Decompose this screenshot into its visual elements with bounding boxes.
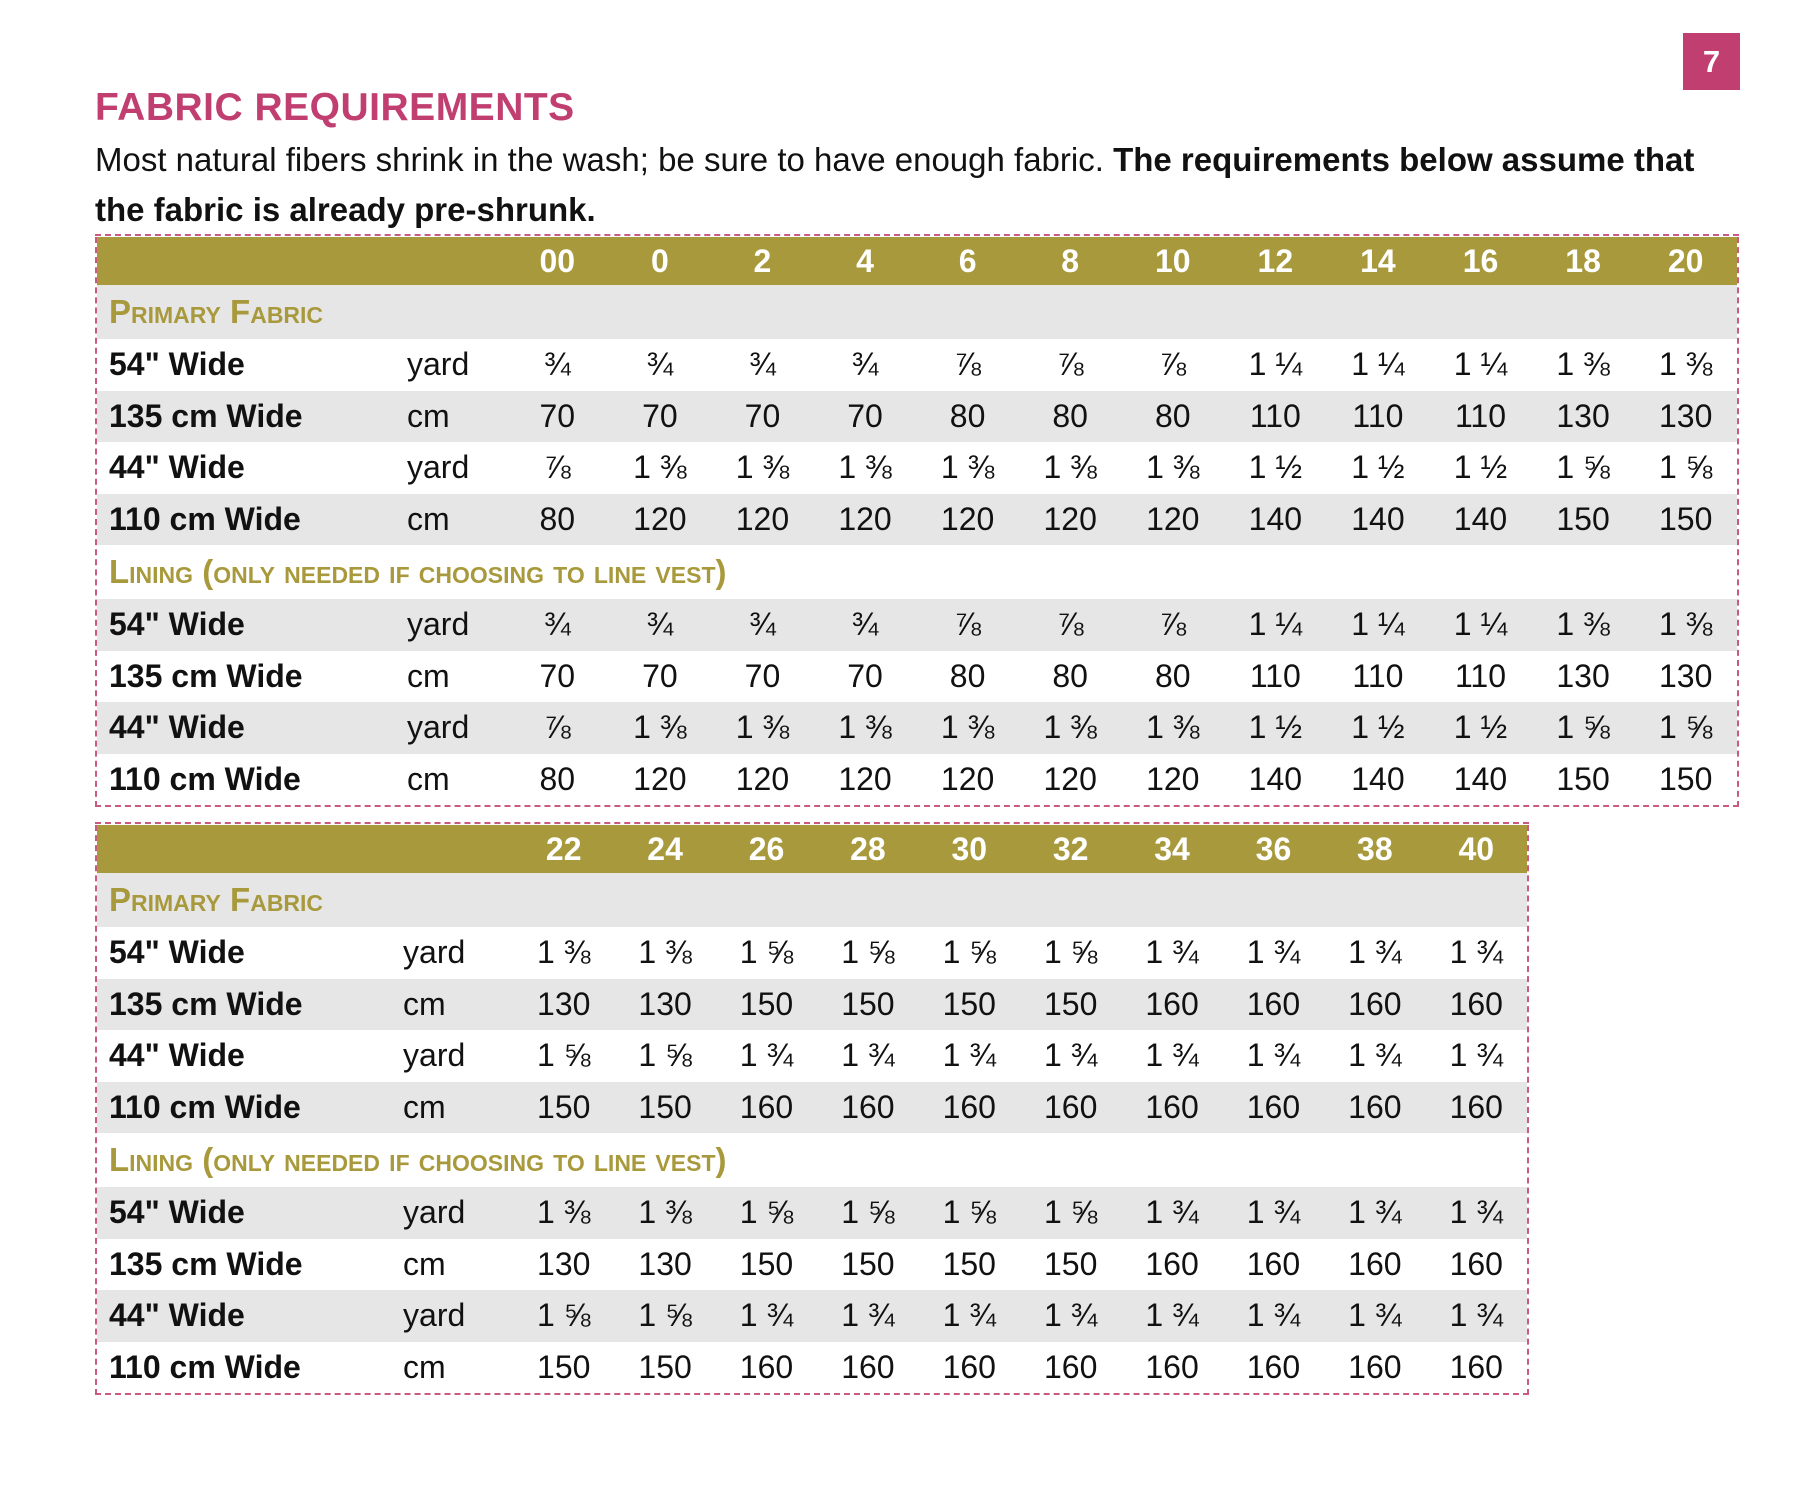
fabric-width-label: 44" Wide bbox=[97, 702, 407, 754]
amount-cell: 1 ¾ bbox=[1246, 1037, 1301, 1074]
amount-cell: 160 bbox=[1246, 1245, 1301, 1282]
amount-cell: 80 bbox=[1052, 657, 1088, 694]
amount-cell: 120 bbox=[838, 760, 892, 797]
amount-cell: 120 bbox=[609, 494, 712, 546]
amount-cell: 1 ¾ bbox=[1449, 934, 1503, 971]
section-title: Primary Fabric bbox=[97, 873, 1527, 927]
amount-cell: 150 bbox=[1556, 760, 1610, 797]
size-header-row bbox=[97, 237, 1737, 285]
amount-cell: 1 ¾ bbox=[1121, 1187, 1222, 1239]
section-title: Lining (only needed if choosing to line vest) bbox=[97, 1133, 1527, 1187]
table-row bbox=[97, 927, 1527, 979]
amount-cell: ⅞ bbox=[916, 599, 1019, 651]
size-header-cell: 00 bbox=[506, 237, 609, 285]
amount-cell: 1 ⅜ bbox=[711, 702, 814, 754]
fabric-width-label: 110 cm Wide bbox=[109, 1348, 301, 1385]
amount-cell: 120 bbox=[633, 760, 687, 797]
amount-cell: 1 ⅝ bbox=[1020, 1187, 1121, 1239]
amount-cell: 160 bbox=[1223, 1082, 1324, 1134]
unit-label: yard bbox=[407, 702, 506, 754]
amount-cell: 80 bbox=[506, 494, 609, 546]
table-row bbox=[97, 1187, 1527, 1239]
size-header-cell: 4 bbox=[814, 237, 917, 285]
size-header-cell: 0 bbox=[609, 237, 712, 285]
fabric-table-body bbox=[97, 237, 1737, 805]
page-title: FABRIC REQUIREMENTS bbox=[95, 86, 575, 129]
header-blank-cell bbox=[407, 237, 506, 285]
table-row bbox=[97, 702, 1737, 754]
amount-cell: ⅞ bbox=[1019, 599, 1122, 651]
amount-cell: 1 ⅜ bbox=[513, 1187, 614, 1239]
intro-bold-text: The requirements below assume that the fabric is already pre-shrunk. bbox=[95, 141, 1695, 228]
size-header-cell: 6 bbox=[916, 237, 1019, 285]
unit-label: yard bbox=[407, 599, 506, 651]
amount-cell: 1 ¼ bbox=[1224, 599, 1327, 651]
amount-cell: 1 ⅝ bbox=[817, 1187, 918, 1239]
amount-cell: 1 ⅜ bbox=[1043, 449, 1097, 486]
amount-cell: 1 ⅜ bbox=[638, 934, 692, 971]
amount-cell: 1 ⅝ bbox=[919, 1187, 1020, 1239]
fabric-width-label: 54" Wide bbox=[109, 346, 245, 383]
header-blank-cell bbox=[97, 825, 403, 873]
section-title: Lining (only needed if choosing to line vest) bbox=[97, 545, 1737, 599]
unit-label: cm bbox=[407, 391, 506, 443]
amount-cell: 130 bbox=[614, 979, 715, 1031]
amount-cell: 160 bbox=[841, 1348, 895, 1385]
amount-cell: 1 ¾ bbox=[1426, 1290, 1527, 1342]
amount-cell: 1 ¼ bbox=[1429, 599, 1532, 651]
amount-cell: 1 ¼ bbox=[1351, 346, 1405, 383]
unit-label: cm bbox=[407, 760, 450, 797]
fabric-width-label: 44" Wide bbox=[97, 1290, 403, 1342]
amount-cell: 160 bbox=[716, 1082, 817, 1134]
amount-cell: ¾ bbox=[814, 599, 917, 651]
amount-cell: ⅞ bbox=[1121, 599, 1224, 651]
amount-cell: 1 ⅜ bbox=[1634, 599, 1737, 651]
amount-cell: 150 bbox=[1532, 494, 1635, 546]
fabric-width-label: 44" Wide bbox=[109, 1037, 245, 1074]
fabric-width-label: 110 cm Wide bbox=[97, 1082, 403, 1134]
amount-cell: 1 ⅜ bbox=[1532, 599, 1635, 651]
amount-cell: 1 ⅜ bbox=[1121, 702, 1224, 754]
amount-cell: 120 bbox=[735, 760, 790, 797]
amount-cell: 1 ⅜ bbox=[1556, 346, 1610, 383]
amount-cell: 150 bbox=[614, 1082, 715, 1134]
amount-cell: 1 ⅝ bbox=[739, 934, 794, 971]
amount-cell: 1 ¾ bbox=[942, 1037, 996, 1074]
intro-text: Most natural fibers shrink in the wash; be sure to have enough fabric. bbox=[95, 141, 1114, 178]
amount-cell: 1 ¾ bbox=[919, 1290, 1020, 1342]
amount-cell: ¾ bbox=[749, 346, 776, 383]
amount-cell: 110 bbox=[1327, 391, 1430, 443]
fabric-width-label: 135 cm Wide bbox=[97, 979, 403, 1031]
size-header-cell: 22 bbox=[513, 825, 614, 873]
size-header-cell: 34 bbox=[1121, 825, 1222, 873]
unit-label: cm bbox=[403, 979, 513, 1031]
fabric-width-label: 44" Wide bbox=[109, 449, 245, 486]
page-number: 7 bbox=[1683, 33, 1740, 90]
amount-cell: 150 bbox=[1634, 494, 1737, 546]
amount-cell: 150 bbox=[919, 979, 1020, 1031]
amount-cell: 1 ¾ bbox=[1145, 934, 1199, 971]
amount-cell: 1 ⅜ bbox=[1019, 702, 1122, 754]
amount-cell: 160 bbox=[1246, 1348, 1301, 1385]
amount-cell: 1 ¾ bbox=[1121, 1290, 1222, 1342]
amount-cell: 70 bbox=[744, 657, 781, 694]
unit-label: cm bbox=[407, 494, 506, 546]
size-header-cell: 20 bbox=[1634, 237, 1737, 285]
amount-cell: 120 bbox=[1121, 494, 1224, 546]
amount-cell: 1 ½ bbox=[1429, 702, 1532, 754]
size-header-cell: 26 bbox=[716, 825, 817, 873]
unit-label: yard bbox=[403, 1187, 513, 1239]
amount-cell: 1 ⅜ bbox=[1658, 346, 1713, 383]
amount-cell: ⅞ bbox=[1159, 346, 1187, 383]
amount-cell: 150 bbox=[942, 1245, 996, 1282]
amount-cell: 150 bbox=[1020, 979, 1121, 1031]
header-blank-cell bbox=[403, 825, 513, 873]
fabric-width-label: 110 cm Wide bbox=[97, 494, 407, 546]
table-row bbox=[97, 442, 1737, 494]
amount-cell: 1 ¼ bbox=[1248, 346, 1303, 383]
table-row bbox=[97, 651, 1737, 703]
amount-cell: 1 ¾ bbox=[1449, 1037, 1503, 1074]
section-header-row bbox=[97, 285, 1737, 339]
amount-cell: 1 ¾ bbox=[1348, 934, 1402, 971]
amount-cell: 160 bbox=[1426, 1082, 1527, 1134]
amount-cell: 160 bbox=[1145, 1348, 1199, 1385]
amount-cell: 80 bbox=[916, 391, 1019, 443]
amount-cell: 120 bbox=[1019, 494, 1122, 546]
table-row bbox=[97, 599, 1737, 651]
amount-cell: 160 bbox=[1324, 979, 1425, 1031]
amount-cell: 1 ¾ bbox=[716, 1290, 817, 1342]
amount-cell: 160 bbox=[1426, 979, 1527, 1031]
size-header-cell: 18 bbox=[1532, 237, 1635, 285]
amount-cell: 130 bbox=[1634, 391, 1737, 443]
amount-cell: 140 bbox=[1248, 760, 1303, 797]
table-row bbox=[97, 391, 1737, 443]
amount-cell: 1 ⅝ bbox=[1043, 934, 1098, 971]
unit-label: yard bbox=[403, 934, 466, 971]
table-row bbox=[97, 1290, 1527, 1342]
amount-cell: 110 bbox=[1224, 391, 1327, 443]
amount-cell: 130 bbox=[638, 1245, 692, 1282]
amount-cell: 1 ¾ bbox=[841, 1037, 895, 1074]
amount-cell: 1 ⅜ bbox=[735, 449, 790, 486]
amount-cell: 160 bbox=[1020, 1082, 1121, 1134]
amount-cell: 1 ½ bbox=[1351, 449, 1405, 486]
intro-paragraph bbox=[95, 135, 1735, 235]
amount-cell: 1 ⅝ bbox=[841, 934, 895, 971]
amount-cell: 160 bbox=[942, 1348, 996, 1385]
amount-cell: 1 ½ bbox=[1248, 449, 1303, 486]
amount-cell: 120 bbox=[1043, 760, 1097, 797]
amount-cell: ⅞ bbox=[954, 346, 981, 383]
amount-cell: ¾ bbox=[646, 346, 674, 383]
amount-cell: 80 bbox=[1121, 391, 1224, 443]
amount-cell: 120 bbox=[814, 494, 917, 546]
amount-cell: 80 bbox=[949, 657, 986, 694]
unit-label: cm bbox=[407, 657, 450, 694]
amount-cell: 80 bbox=[539, 760, 576, 797]
amount-cell: 70 bbox=[711, 391, 814, 443]
amount-cell: 1 ¼ bbox=[1453, 346, 1508, 383]
amount-cell: 1 ⅝ bbox=[513, 1290, 614, 1342]
size-header-cell: 32 bbox=[1020, 825, 1121, 873]
amount-cell: 1 ¾ bbox=[1043, 1037, 1098, 1074]
amount-cell: 160 bbox=[1348, 1348, 1402, 1385]
amount-cell: 110 bbox=[1249, 657, 1301, 694]
amount-cell: 120 bbox=[916, 494, 1019, 546]
amount-cell: ¾ bbox=[543, 346, 571, 383]
amount-cell: 70 bbox=[506, 391, 609, 443]
table-row bbox=[97, 494, 1737, 546]
amount-cell: 150 bbox=[1043, 1245, 1098, 1282]
fabric-width-label: 54" Wide bbox=[97, 1187, 403, 1239]
amount-cell: 130 bbox=[513, 979, 614, 1031]
fabric-table-sizes-00-20 bbox=[95, 237, 1739, 807]
amount-cell: 160 bbox=[1348, 1245, 1402, 1282]
amount-cell: 160 bbox=[1145, 1245, 1199, 1282]
size-header-cell: 24 bbox=[614, 825, 715, 873]
amount-cell: 140 bbox=[1351, 760, 1405, 797]
size-header-cell: 28 bbox=[817, 825, 918, 873]
amount-cell: 110 bbox=[1454, 657, 1506, 694]
size-header-cell: 14 bbox=[1327, 237, 1430, 285]
header-blank-cell bbox=[97, 237, 407, 285]
section-header-row bbox=[97, 1133, 1527, 1187]
size-header-cell: 2 bbox=[711, 237, 814, 285]
amount-cell: 150 bbox=[638, 1348, 692, 1385]
amount-cell: 1 ⅝ bbox=[1556, 449, 1610, 486]
amount-cell: 160 bbox=[1223, 979, 1324, 1031]
fabric-width-label: 135 cm Wide bbox=[97, 391, 407, 443]
table-row bbox=[97, 1030, 1527, 1082]
amount-cell: 1 ⅝ bbox=[537, 1037, 591, 1074]
size-header-cell: 36 bbox=[1223, 825, 1324, 873]
amount-cell: 1 ⅝ bbox=[1532, 702, 1635, 754]
unit-label: yard bbox=[403, 1037, 466, 1074]
amount-cell: 1 ¾ bbox=[1324, 1290, 1425, 1342]
amount-cell: 160 bbox=[919, 1082, 1020, 1134]
unit-label: yard bbox=[407, 449, 470, 486]
fabric-width-label: 54" Wide bbox=[97, 599, 407, 651]
amount-cell: 1 ¾ bbox=[1348, 1037, 1402, 1074]
amount-cell: 1 ½ bbox=[1224, 702, 1327, 754]
amount-cell: 1 ¾ bbox=[739, 1037, 794, 1074]
section-title: Primary Fabric bbox=[97, 285, 1737, 339]
unit-label: cm bbox=[403, 1348, 446, 1385]
section-header-row bbox=[97, 545, 1737, 599]
unit-label: yard bbox=[403, 1290, 513, 1342]
amount-cell: 1 ⅜ bbox=[1146, 449, 1200, 486]
amount-cell: 1 ½ bbox=[1453, 449, 1508, 486]
amount-cell: 120 bbox=[940, 760, 995, 797]
amount-cell: 1 ⅜ bbox=[838, 449, 892, 486]
amount-cell: ¾ bbox=[609, 599, 712, 651]
fabric-table-sizes-22-40 bbox=[95, 825, 1529, 1395]
amount-cell: 150 bbox=[537, 1348, 591, 1385]
amount-cell: 1 ⅜ bbox=[537, 934, 591, 971]
amount-cell: 70 bbox=[642, 657, 678, 694]
amount-cell: 160 bbox=[817, 1082, 918, 1134]
amount-cell: 1 ⅜ bbox=[633, 449, 687, 486]
amount-cell: 1 ¾ bbox=[817, 1290, 918, 1342]
amount-cell: 120 bbox=[1146, 760, 1200, 797]
amount-cell: 1 ⅝ bbox=[1634, 702, 1737, 754]
amount-cell: 160 bbox=[1043, 1348, 1098, 1385]
amount-cell: ¾ bbox=[851, 346, 879, 383]
amount-cell: 1 ⅝ bbox=[1658, 449, 1713, 486]
amount-cell: 150 bbox=[716, 979, 817, 1031]
amount-cell: 1 ⅜ bbox=[814, 702, 917, 754]
amount-cell: 150 bbox=[1658, 760, 1713, 797]
amount-cell: 1 ⅝ bbox=[638, 1037, 692, 1074]
size-header-cell: 16 bbox=[1429, 237, 1532, 285]
amount-cell: 130 bbox=[1532, 391, 1635, 443]
amount-cell: 140 bbox=[1429, 494, 1532, 546]
amount-cell: 1 ⅝ bbox=[716, 1187, 817, 1239]
amount-cell: 160 bbox=[1121, 979, 1222, 1031]
size-header-cell: 10 bbox=[1121, 237, 1224, 285]
unit-label: yard bbox=[407, 346, 470, 383]
table-row bbox=[97, 1082, 1527, 1134]
amount-cell: 70 bbox=[609, 391, 712, 443]
amount-cell: 1 ⅝ bbox=[614, 1290, 715, 1342]
amount-cell: 140 bbox=[1453, 760, 1508, 797]
size-header-cell: 8 bbox=[1019, 237, 1122, 285]
amount-cell: 150 bbox=[841, 1245, 895, 1282]
amount-cell: 140 bbox=[1224, 494, 1327, 546]
amount-cell: 70 bbox=[539, 657, 576, 694]
amount-cell: 140 bbox=[1327, 494, 1430, 546]
fabric-table-body bbox=[97, 825, 1527, 1393]
size-header-cell: 30 bbox=[919, 825, 1020, 873]
amount-cell: 70 bbox=[847, 657, 883, 694]
table-row bbox=[97, 754, 1737, 806]
amount-cell: 120 bbox=[711, 494, 814, 546]
fabric-width-label: 135 cm Wide bbox=[109, 657, 303, 694]
fabric-width-label: 54" Wide bbox=[109, 934, 245, 971]
amount-cell: 1 ⅜ bbox=[609, 702, 712, 754]
unit-label: cm bbox=[403, 1082, 513, 1134]
amount-cell: 160 bbox=[1449, 1245, 1503, 1282]
fabric-table bbox=[97, 237, 1737, 805]
amount-cell: 1 ¾ bbox=[1223, 1290, 1324, 1342]
amount-cell: ¾ bbox=[506, 599, 609, 651]
section-header-row bbox=[97, 873, 1527, 927]
amount-cell: 150 bbox=[513, 1082, 614, 1134]
amount-cell: 70 bbox=[814, 391, 917, 443]
amount-cell: ¾ bbox=[711, 599, 814, 651]
amount-cell: 110 bbox=[1352, 657, 1404, 694]
amount-cell: 160 bbox=[739, 1348, 794, 1385]
fabric-table bbox=[97, 825, 1527, 1393]
amount-cell: 1 ½ bbox=[1327, 702, 1430, 754]
amount-cell: 110 bbox=[1429, 391, 1532, 443]
amount-cell: 130 bbox=[1658, 657, 1713, 694]
amount-cell: 1 ¾ bbox=[1020, 1290, 1121, 1342]
fabric-width-label: 110 cm Wide bbox=[109, 760, 301, 797]
amount-cell: 150 bbox=[817, 979, 918, 1031]
fabric-width-label: 135 cm Wide bbox=[109, 1245, 303, 1282]
amount-cell: 1 ¾ bbox=[1223, 1187, 1324, 1239]
amount-cell: 1 ¾ bbox=[1145, 1037, 1199, 1074]
amount-cell: 1 ¾ bbox=[1246, 934, 1301, 971]
amount-cell: 1 ⅜ bbox=[916, 702, 1019, 754]
amount-cell: 160 bbox=[1324, 1082, 1425, 1134]
amount-cell: 1 ⅜ bbox=[940, 449, 995, 486]
amount-cell: ⅞ bbox=[543, 449, 571, 486]
size-header-cell: 40 bbox=[1426, 825, 1527, 873]
unit-label: cm bbox=[403, 1245, 446, 1282]
size-header-cell: 38 bbox=[1324, 825, 1425, 873]
table-row bbox=[97, 979, 1527, 1031]
size-header-cell: 12 bbox=[1224, 237, 1327, 285]
amount-cell: 1 ⅝ bbox=[942, 934, 996, 971]
amount-cell: ⅞ bbox=[1056, 346, 1084, 383]
amount-cell: 1 ¼ bbox=[1327, 599, 1430, 651]
amount-cell: ⅞ bbox=[506, 702, 609, 754]
amount-cell: 160 bbox=[1121, 1082, 1222, 1134]
amount-cell: 1 ⅜ bbox=[614, 1187, 715, 1239]
table-row bbox=[97, 339, 1737, 391]
amount-cell: 80 bbox=[1019, 391, 1122, 443]
amount-cell: 160 bbox=[1449, 1348, 1503, 1385]
size-header-row bbox=[97, 825, 1527, 873]
table-row bbox=[97, 1239, 1527, 1291]
table-row bbox=[97, 1342, 1527, 1394]
amount-cell: 130 bbox=[537, 1245, 591, 1282]
amount-cell: 130 bbox=[1556, 657, 1610, 694]
amount-cell: 1 ¾ bbox=[1324, 1187, 1425, 1239]
amount-cell: 80 bbox=[1154, 657, 1191, 694]
amount-cell: 1 ¾ bbox=[1426, 1187, 1527, 1239]
amount-cell: 150 bbox=[739, 1245, 794, 1282]
